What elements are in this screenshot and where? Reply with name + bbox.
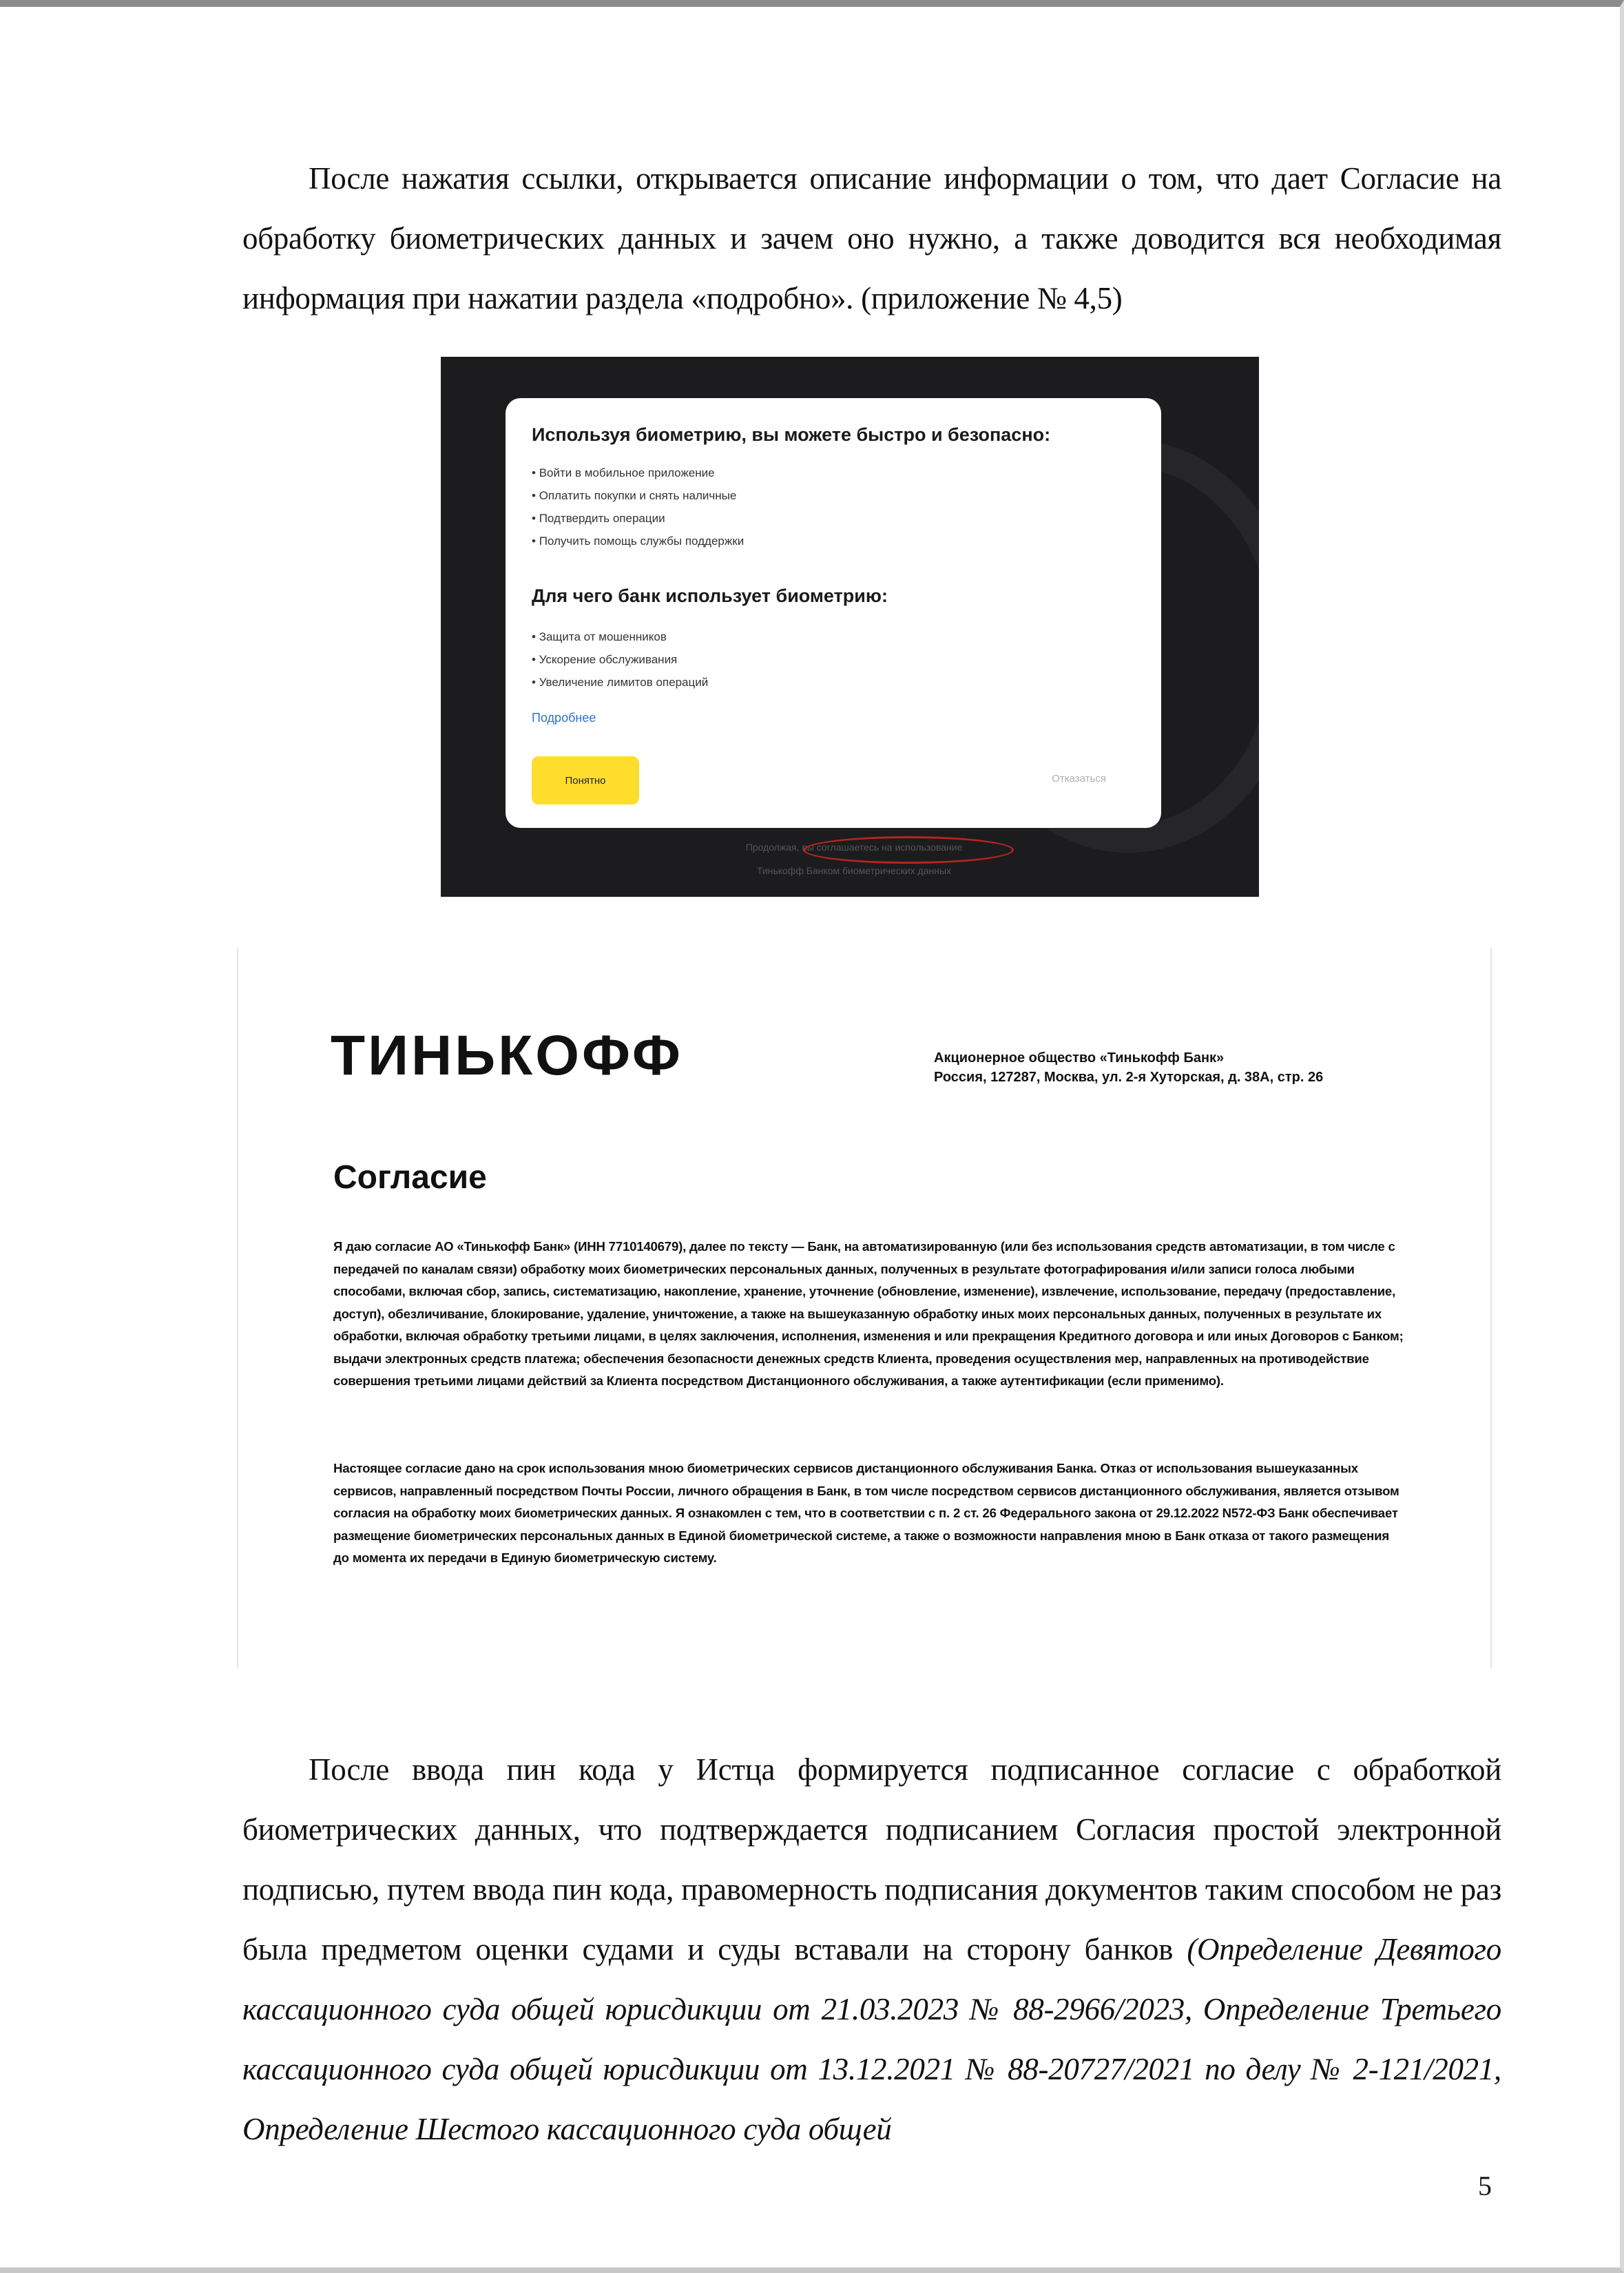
biometrics-dialog: [506, 398, 1161, 828]
company-address-block: [934, 1048, 1323, 1087]
consent-document: [237, 948, 1492, 1668]
benefits-list: [532, 461, 744, 552]
paragraph-signing: [242, 1740, 1501, 2159]
company-address: Россия, 127287, Москва, ул. 2-я Хуторская, д. 38А, стр. 26: [934, 1070, 1324, 1085]
consent-title: Согласие: [333, 1159, 487, 1196]
list-item: • Подтвердить операции: [532, 507, 744, 530]
consent-paragraph: Я даю согласие АО «Тинькофф Банк» (ИНН 7710140679), далее по тексту — Банк, на автоматизированную (или без использования средств автоматизации, в том числе с передачей по каналам связи) обработку моих биометрических персональных данных, полученных в результате фотографирования и/или записи голоса любыми способами, включая сбор, запись, систематизацию, накопление, хранение, уточнение (обновление, изменение), извлечение, использование, передачу (предоставление, доступ), обезличивание, блокирование, удаление, уничтожение, а также на вышеуказанную обработку иных моих персональных данных, полученных в результате их обработки, включая обработку третьими лицами, в целях заключения, исполнения, изменения и или прекращения Кредитного договора и или иных Договоров с Банком; выдачи электронных средств платежа; обеспечения безопасности денежных средств Клиента, проведения осуществления мер, направленных на противодействие совершения третьими лицами действий за Клиента посредством Дистанционного обслуживания, а также аутентификации (если применимо).: [333, 1239, 1404, 1388]
dialog-heading-benefits: Используя биометрию, вы можете быстро и безопасно:: [532, 424, 1051, 445]
list-item: • Защита от мошенников: [532, 625, 708, 648]
paragraph-intro: После нажатия ссылки, открывается описание информации о том, что дает Согласие на обработку биометрических данных и зачем оно нужно, а также доводится вся необходимая информация при нажатии раздела «подробно». (приложение № 4,5): [242, 161, 1501, 315]
highlight-oval: [803, 836, 1014, 864]
list-item: • Получить помощь службы поддержки: [532, 530, 744, 552]
list-item: • Ускорение обслуживания: [532, 648, 708, 671]
dialog-footer-line1: Продолжая, вы соглашаетесь на использование: [745, 842, 963, 853]
company-name: Акционерное общество «Тинькофф Банк»: [934, 1050, 1225, 1066]
more-details-link[interactable]: Подробнее: [532, 711, 596, 725]
dialog-heading-purpose: Для чего банк использует биометрию:: [532, 585, 888, 606]
dialog-footer-line2: Тинькофф Банком биометрических данных: [756, 865, 952, 876]
page-number: 5: [1478, 2170, 1492, 2201]
list-item: • Войти в мобильное приложение: [532, 461, 744, 484]
paragraph-text: После ввода пин кода у Истца формируется подписанное согласие с обработкой биометрических данных, что подтверждается подписанием Согласия простой электронной подписью, путем ввода пин кода, правомерность подписания документов таким способом не раз была предметом оценки судами и суды вставали на сторону банков: [242, 1752, 1501, 1966]
list-item: • Увеличение лимитов операций: [532, 671, 708, 694]
ok-button[interactable]: Понятно: [532, 756, 639, 805]
tinkoff-logo: ТИНЬКОФФ: [331, 1024, 683, 1087]
consent-paragraph: Настоящее согласие дано на срок использования мною биометрических сервисов дистанционного обслуживания Банка. Отказ от использования вышеуказанных сервисов, направленный посредством Почты России, личного обращения в Банк, в том числе посредством сервисов дистанционного обслуживания, является отзывом согласия на обработку моих биометрических данных. Я ознакомлен с тем, что в соответствии с п. 2 ст. 26 Федерального закона от 29.12.2022 N572-ФЗ Банк обеспечивает размещение биометрических персональных данных в Единой биометрической системе, а также о возможности направления мною в Банк отказа от такого размещения до момента их передачи в Единую биометрическую систему.: [333, 1461, 1399, 1565]
court-citation: (Определение Девятого кассационного суда общей юрисдикции от 21.03.2023 № 88-2966/2023, Определение Третьего кассационного суда общей юрисдикции от 13.12.2021 № 88-20727/2021 по делу № 2-121/2021, Определение Шестого кассационного суда общей: [242, 1932, 1502, 2146]
purpose-list: [532, 625, 708, 694]
list-item: • Оплатить покупки и снять наличные: [532, 484, 744, 507]
app-screenshot: [441, 357, 1259, 897]
refuse-link[interactable]: Отказаться: [1052, 773, 1106, 785]
